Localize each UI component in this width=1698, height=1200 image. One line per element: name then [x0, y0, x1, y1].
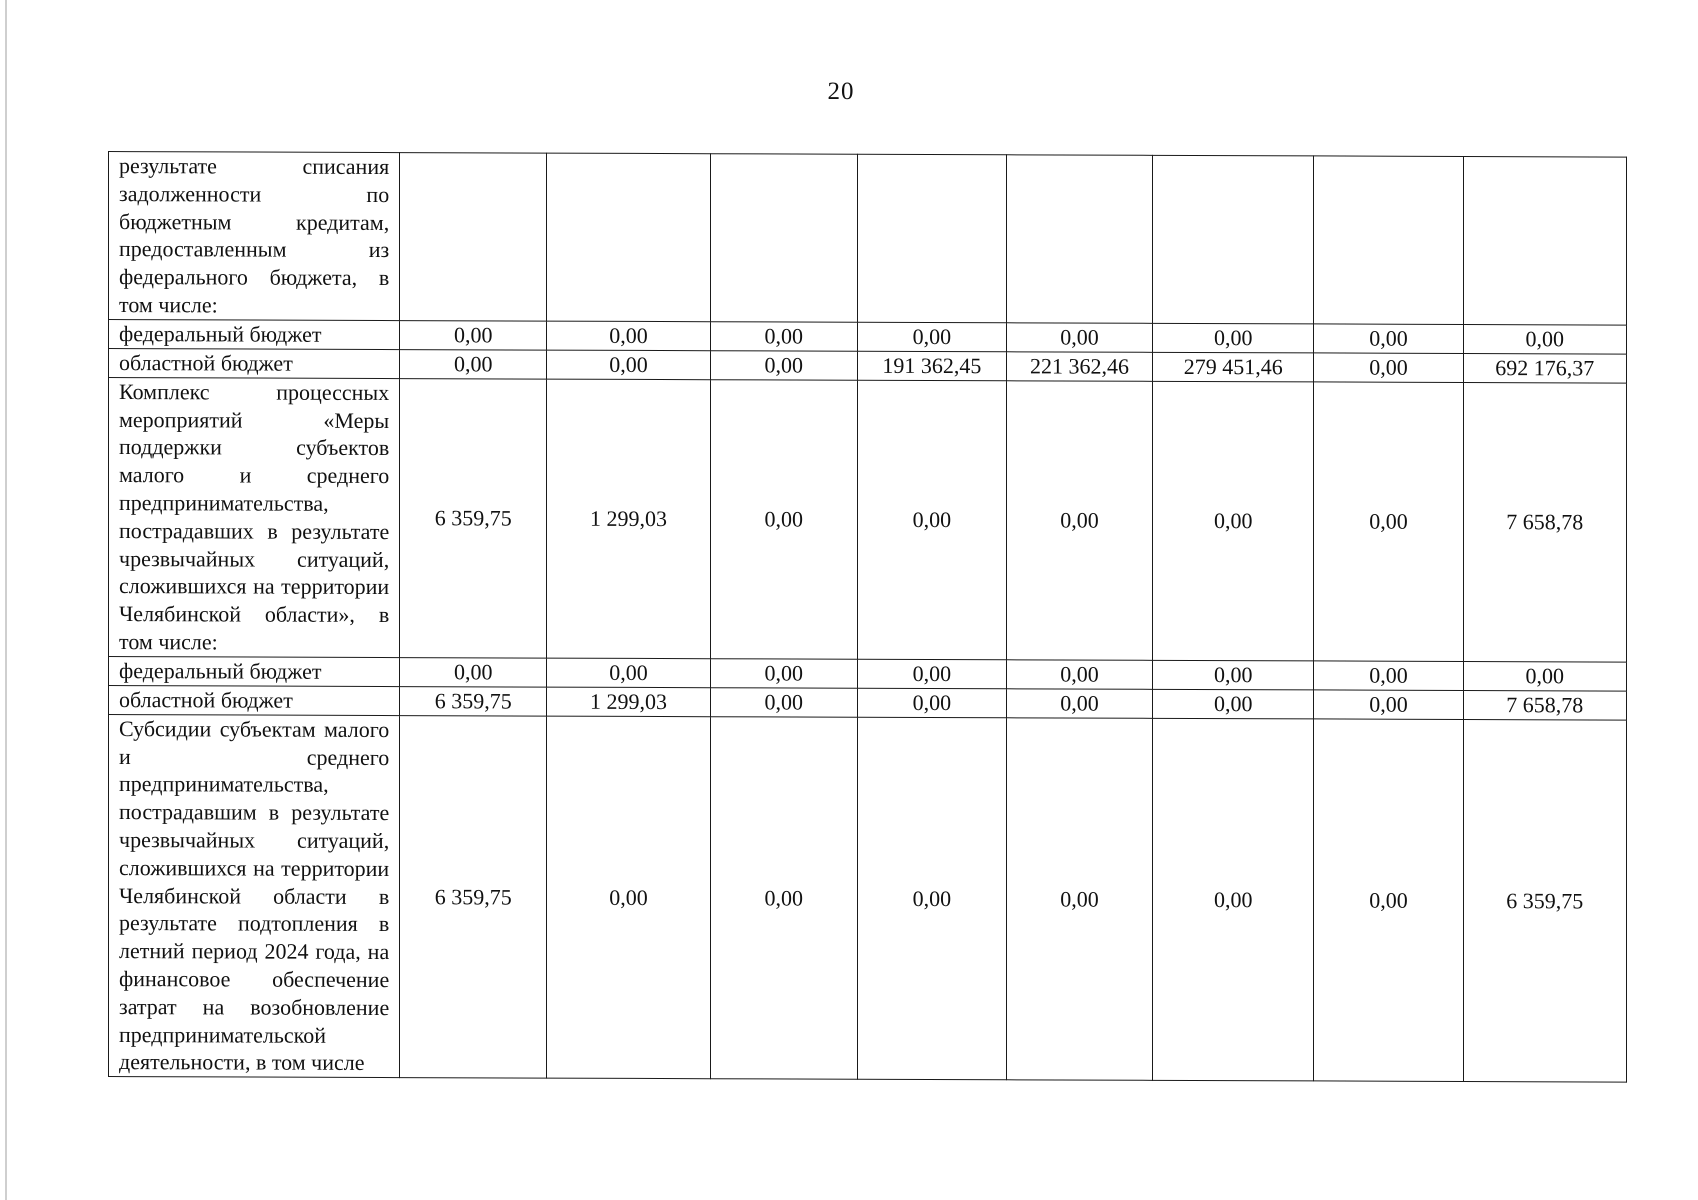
value-cell: 0,00 [1314, 382, 1463, 662]
value-cell [857, 154, 1006, 322]
row-label: результате списания задолженности по бюджетным кредитам, предоставленным из федерального бюджета, в том числе: [109, 152, 400, 321]
table-row [109, 377, 1627, 662]
value-cell: 0,00 [1153, 660, 1314, 690]
value-cell: 0,00 [1314, 353, 1463, 383]
value-cell [1463, 156, 1626, 324]
value-cell [547, 153, 710, 321]
value-cell: 0,00 [1153, 323, 1314, 353]
value-cell: 692 176,37 [1463, 353, 1626, 383]
value-cell: 0,00 [1153, 381, 1314, 661]
value-cell: 0,00 [400, 349, 547, 379]
value-cell: 0,00 [1314, 719, 1463, 1082]
value-cell: 0,00 [1006, 718, 1152, 1081]
value-cell: 0,00 [710, 687, 857, 717]
row-label: областной бюджет [109, 348, 400, 378]
value-cell: 221 362,46 [1006, 352, 1152, 382]
value-cell: 0,00 [1314, 661, 1463, 691]
value-cell: 6 359,75 [400, 686, 547, 716]
value-cell: 0,00 [857, 688, 1006, 718]
value-cell: 0,00 [1314, 324, 1463, 354]
value-cell [1006, 155, 1152, 323]
value-cell: 0,00 [1463, 661, 1626, 691]
value-cell [710, 154, 857, 322]
value-cell: 0,00 [1314, 690, 1463, 720]
value-cell: 0,00 [857, 717, 1006, 1080]
value-cell: 1 299,03 [547, 379, 710, 659]
value-cell: 0,00 [857, 380, 1006, 660]
row-label: федеральный бюджет [109, 656, 400, 686]
page-number: 20 [827, 78, 855, 105]
value-cell: 0,00 [857, 659, 1006, 689]
table-row [109, 152, 1627, 325]
value-cell: 191 362,45 [857, 351, 1006, 381]
value-cell: 0,00 [710, 716, 857, 1079]
value-cell: 0,00 [1006, 323, 1152, 353]
value-cell: 0,00 [547, 350, 710, 380]
value-cell: 6 359,75 [400, 378, 547, 658]
row-label: Субсидии субъектам малого и среднего предпринимательства, пострадавшим в результате чрезвычайных ситуаций, сложившихся на территории Челябинской области в результате подтопления в летний период 2024 года, на финансовое обеспечение затрат на возобновление предпринимательской деятельности, в том числе [109, 714, 400, 1077]
scan-edge-line [5, 0, 7, 1200]
value-cell: 0,00 [547, 658, 710, 688]
row-label: федеральный бюджет [109, 319, 400, 349]
value-cell: 279 451,46 [1153, 352, 1314, 382]
value-cell [1314, 156, 1463, 324]
row-label: Комплекс процессных мероприятий «Меры поддержки субъектов малого и среднего предпринимательства, пострадавших в результате чрезвычайных ситуаций, сложившихся на территории Челябинской области», в том числе: [109, 377, 400, 657]
value-cell: 7 658,78 [1463, 382, 1626, 662]
value-cell: 6 359,75 [400, 715, 547, 1078]
value-cell: 0,00 [547, 716, 710, 1079]
table-body [109, 152, 1627, 1083]
value-cell: 0,00 [1153, 689, 1314, 719]
value-cell: 0,00 [710, 658, 857, 688]
value-cell: 0,00 [547, 321, 710, 351]
value-cell: 0,00 [1006, 689, 1152, 719]
value-cell: 0,00 [1463, 324, 1626, 354]
budget-table [108, 151, 1627, 1083]
value-cell: 0,00 [1153, 718, 1314, 1081]
value-cell: 6 359,75 [1463, 719, 1626, 1082]
value-cell: 0,00 [710, 379, 857, 659]
value-cell: 1 299,03 [547, 687, 710, 717]
value-cell: 7 658,78 [1463, 690, 1626, 720]
value-cell [1153, 155, 1314, 323]
value-cell: 0,00 [400, 657, 547, 687]
table-row [109, 714, 1627, 1082]
value-cell: 0,00 [710, 350, 857, 380]
value-cell: 0,00 [1006, 381, 1152, 661]
value-cell [400, 153, 547, 321]
row-label: областной бюджет [109, 685, 400, 715]
value-cell: 0,00 [710, 321, 857, 351]
value-cell: 0,00 [1006, 660, 1152, 690]
value-cell: 0,00 [857, 322, 1006, 352]
value-cell: 0,00 [400, 320, 547, 350]
